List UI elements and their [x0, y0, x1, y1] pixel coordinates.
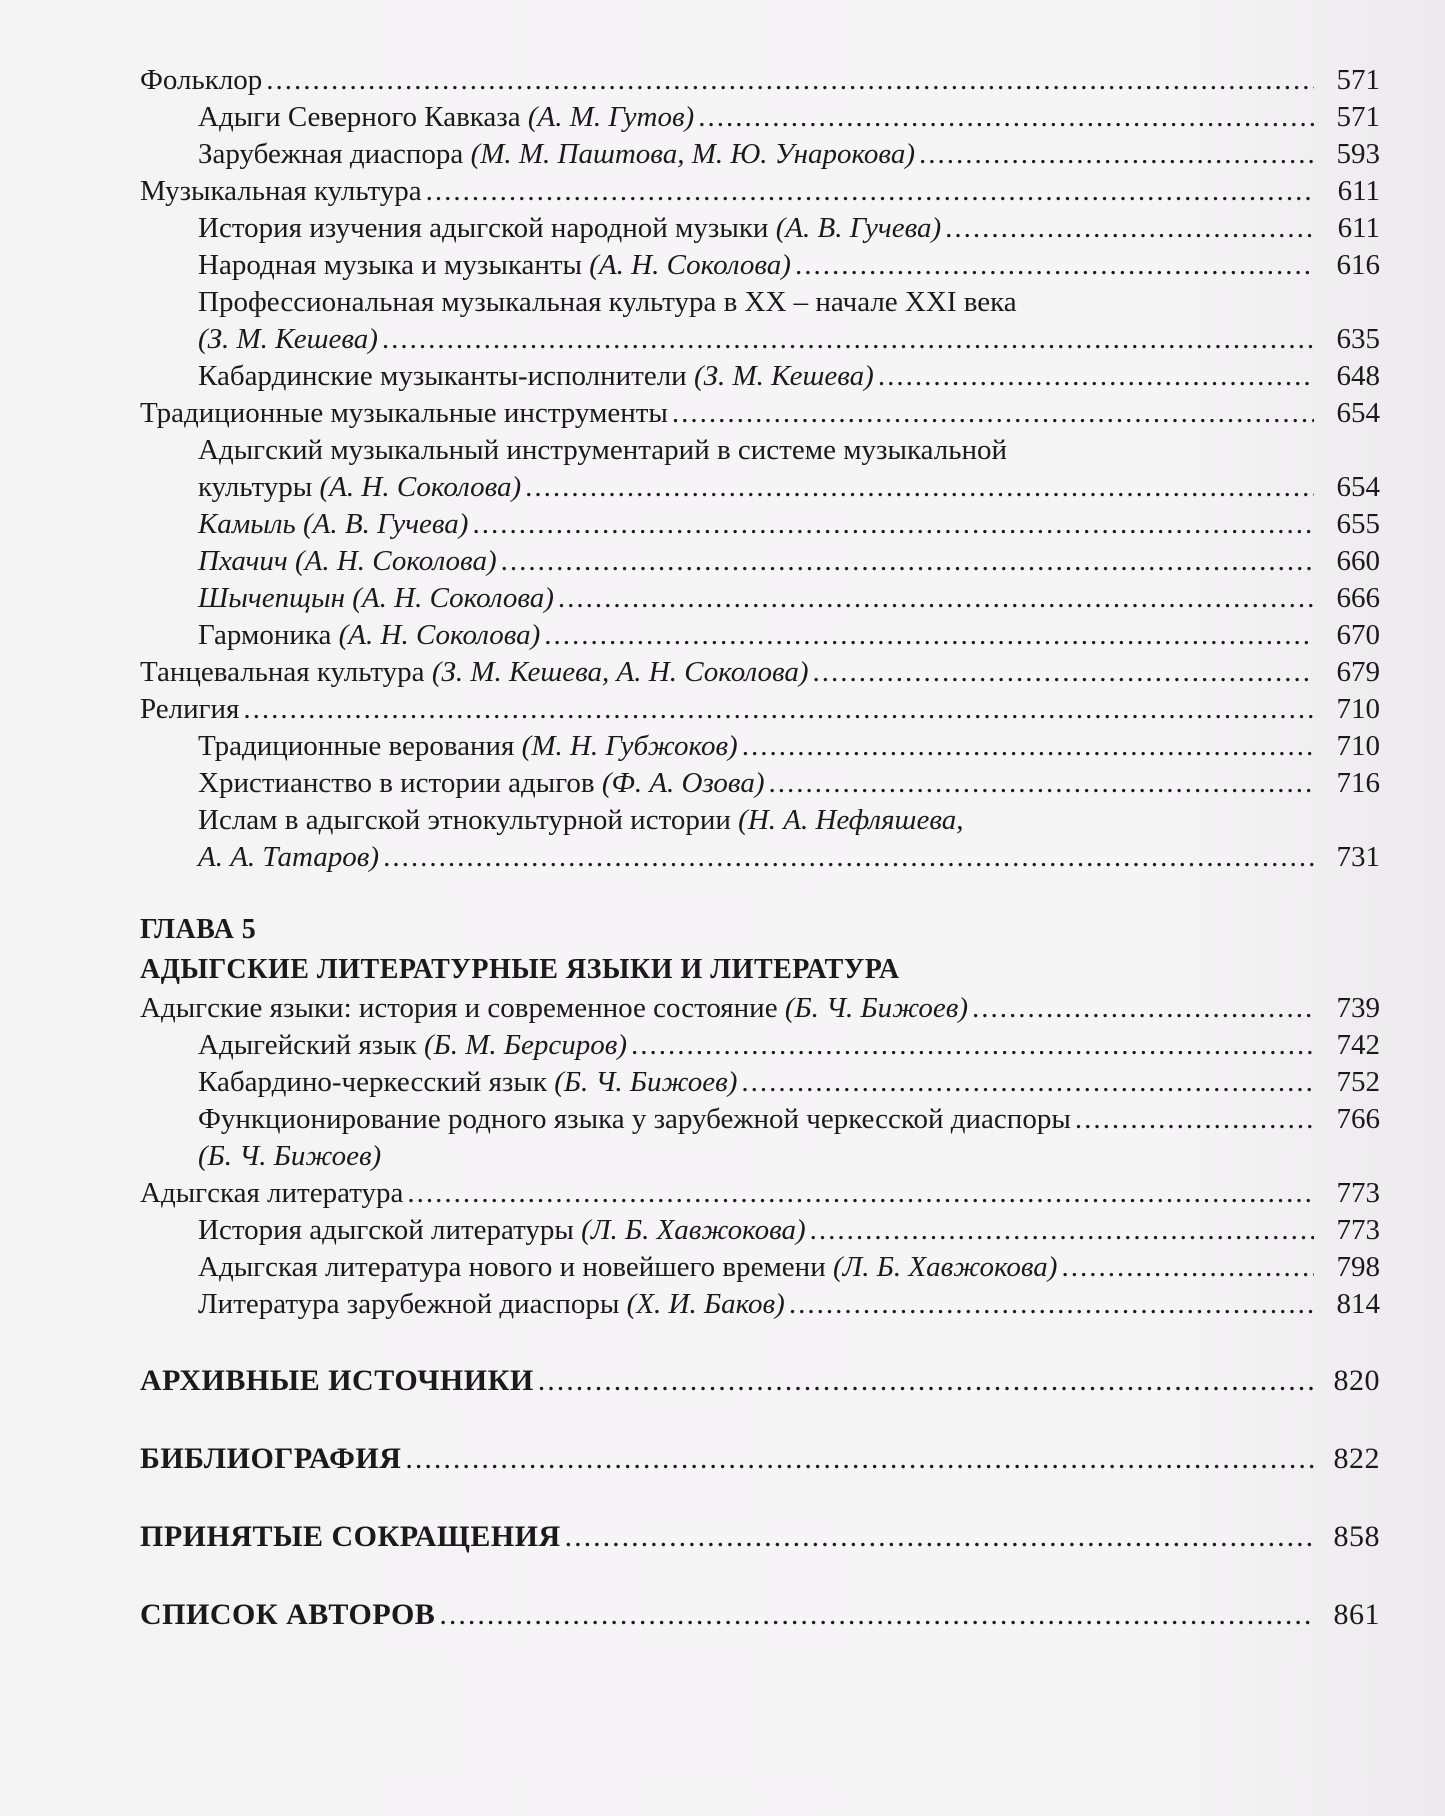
toc-entry [140, 1027, 1380, 1064]
toc-entry-label [198, 247, 791, 284]
toc-entry [140, 580, 1380, 617]
dot-leader [945, 210, 1314, 247]
toc-entry-label [198, 580, 554, 617]
toc-entry-author: (Б. Ч. Бижоев) [554, 1066, 738, 1098]
page-number: 611 [1337, 175, 1380, 207]
dot-leader [1061, 1249, 1314, 1286]
page-number: 773 [1336, 1214, 1380, 1246]
toc-entry-label [140, 173, 422, 210]
toc-entry-title: Музыкальная культура [140, 175, 422, 207]
toc-entry-label [198, 1027, 627, 1064]
dot-leader [768, 765, 1314, 802]
page-number: 742 [1336, 1029, 1380, 1061]
toc-entry [140, 654, 1380, 691]
page-number: 593 [1336, 138, 1380, 170]
toc-entry-title: История адыгской литературы [198, 1214, 582, 1246]
toc-entry [140, 173, 1380, 210]
dot-leader [741, 1064, 1314, 1101]
toc-part-1 [140, 62, 1380, 876]
toc-entry-author: Пхачич (А. Н. Соколова) [198, 545, 497, 577]
dot-leader [631, 1027, 1314, 1064]
toc-entry-title: Христианство в истории адыгов [198, 767, 602, 799]
dot-leader [565, 1517, 1314, 1557]
page-number: 814 [1336, 1288, 1380, 1320]
toc-entry [140, 210, 1380, 247]
toc-entry-label [198, 432, 1007, 469]
toc-entry-author: (А. В. Гучева) [775, 212, 942, 244]
toc-entry-title: Зарубежная диаспора [198, 138, 471, 170]
toc-entry-title: Традиционные верования [198, 730, 522, 762]
toc-entry-title: Адыгские языки: история и современное состояние [140, 992, 785, 1024]
toc-entry-label [198, 1286, 785, 1323]
toc-entry-title: Традиционные музыкальные инструменты [140, 397, 668, 429]
toc-entry-label [198, 765, 764, 802]
toc-entry-label [198, 1101, 1071, 1138]
page-number: 635 [1336, 323, 1380, 355]
toc-entry [140, 728, 1380, 765]
toc-entry-author: (А. Н. Соколова) [319, 471, 522, 503]
toc-entry [140, 543, 1380, 580]
toc-entry [140, 284, 1380, 321]
toc-entry-author: (М. М. Паштова, М. Ю. Унарокова) [470, 138, 915, 170]
toc-entry-title: Фольклор [140, 64, 263, 96]
toc-entry-label [140, 395, 668, 432]
section-gap [140, 1323, 1380, 1361]
toc-entry [140, 1175, 1380, 1212]
dot-leader [544, 617, 1314, 654]
toc-entry-title: Танцевальная культура [140, 656, 432, 688]
page-number: 861 [1333, 1598, 1380, 1631]
toc-entry-label [140, 990, 968, 1027]
toc-entry-label [140, 1175, 403, 1212]
toc-entry-author: (А. Н. Соколова) [589, 249, 791, 281]
dot-leader [538, 1361, 1314, 1401]
toc-entry-author: (Ф. А. Озова) [601, 767, 765, 799]
page-number: 654 [1336, 471, 1380, 503]
toc-entry [140, 506, 1380, 543]
toc-entry-title: Народная музыка и музыканты [198, 249, 590, 281]
toc-entry-label [198, 1212, 806, 1249]
toc-entry-label [198, 802, 963, 839]
toc-entry-label [198, 469, 521, 506]
toc-entry-author: (Л. Б. Хавжокова) [832, 1251, 1058, 1283]
toc-section [140, 1517, 1380, 1557]
page-number: 766 [1336, 1103, 1380, 1135]
toc-entry-author: (Х. И. Баков) [626, 1288, 785, 1320]
toc-entry [140, 691, 1380, 728]
toc-entry-author: (З. М. Кешева) [693, 360, 874, 392]
page-number: 716 [1336, 767, 1380, 799]
toc-entry-title: Адыгская литература нового и новейшего времени [198, 1251, 833, 1283]
dot-leader [382, 321, 1314, 358]
toc-entry-title: Профессиональная музыкальная культура в XX – начале XXI века [198, 286, 1017, 318]
toc-entry [140, 1249, 1380, 1286]
toc-entry-title: Религия [140, 693, 240, 725]
toc-entry-author: (З. М. Кешева) [198, 323, 378, 355]
toc-entry-label [198, 839, 379, 876]
page-number: 710 [1336, 693, 1380, 725]
toc-entry [140, 765, 1380, 802]
toc-entry-author: (А. Н. Соколова) [338, 619, 541, 651]
toc-entry-title: Кабардинские музыканты-исполнители [198, 360, 694, 392]
toc-entry-author: (Л. Б. Хавжокова) [581, 1214, 806, 1246]
toc-entry-label [140, 654, 809, 691]
page-number: 679 [1336, 656, 1380, 688]
dot-leader [795, 247, 1314, 284]
table-of-contents [140, 62, 1380, 1635]
dot-leader [501, 543, 1314, 580]
dot-leader [266, 62, 1314, 99]
toc-entry-title: Адыгейский язык [198, 1029, 424, 1061]
toc-entry-author: Камыль (А. В. Гучева) [198, 508, 469, 540]
toc-entry-title: Адыги Северного Кавказа [198, 101, 528, 133]
dot-leader [558, 580, 1314, 617]
toc-entry-author: (Б. М. Берсиров) [423, 1029, 627, 1061]
dot-leader [405, 1439, 1314, 1479]
toc-entry-title: Функционирование родного языка у зарубежной черкесской диаспоры [198, 1103, 1071, 1135]
toc-entry-author: (Б. Ч. Бижоев) [784, 992, 969, 1024]
toc-entry-label [198, 1249, 1057, 1286]
page-number: 798 [1336, 1251, 1380, 1283]
dot-leader [525, 469, 1314, 506]
toc-entry-author: (А. М. Гутов) [527, 101, 695, 133]
toc-entry-title: Ислам в адыгской этнокультурной истории [198, 804, 739, 836]
dot-leader [439, 1595, 1314, 1635]
toc-entry-label [198, 99, 694, 136]
toc-back-matter [140, 1323, 1380, 1635]
page-number: 710 [1336, 730, 1380, 762]
page-number: 670 [1336, 619, 1380, 651]
toc-entry-author: (Б. Ч. Бижоев) [198, 1140, 382, 1172]
toc-section [140, 1439, 1380, 1479]
dot-leader [407, 1175, 1314, 1212]
toc-entry [140, 990, 1380, 1027]
chapter-title: АДЫГСКИЕ ЛИТЕРАТУРНЫЕ ЯЗЫКИ И ЛИТЕРАТУРА [140, 954, 900, 985]
dot-leader [789, 1286, 1314, 1323]
toc-part-2 [140, 990, 1380, 1323]
page-number: 820 [1333, 1364, 1380, 1397]
dot-leader [878, 358, 1314, 395]
dot-leader [919, 136, 1314, 173]
toc-entry-label [198, 210, 941, 247]
toc-entry [140, 321, 1380, 358]
toc-entry [140, 1286, 1380, 1323]
toc-entry-label [198, 358, 874, 395]
toc-entry-title: История изучения адыгской народной музыки [198, 212, 776, 244]
toc-entry [140, 136, 1380, 173]
toc-section [140, 1361, 1380, 1401]
page-number: 571 [1336, 101, 1380, 133]
page-number: 655 [1336, 508, 1380, 540]
toc-entry-label [140, 62, 262, 99]
toc-entry-title: Гармоника [198, 619, 339, 651]
dot-leader [426, 173, 1314, 210]
toc-entry-author: А. А. Татаров) [198, 841, 380, 873]
toc-entry [140, 617, 1380, 654]
toc-entry [140, 469, 1380, 506]
page-number: 660 [1336, 545, 1380, 577]
toc-entry-title: Адыгский музыкальный инструментарий в системе музыкальной [198, 434, 1007, 466]
dot-leader [813, 654, 1314, 691]
toc-entry [140, 1138, 1380, 1175]
toc-entry [140, 839, 1380, 876]
dot-leader [383, 839, 1314, 876]
dot-leader [698, 99, 1314, 136]
toc-entry [140, 395, 1380, 432]
toc-entry-author: (Н. А. Нефляшева, [738, 804, 964, 836]
page-number: 773 [1336, 1177, 1380, 1209]
toc-section-title: ПРИНЯТЫЕ СОКРАЩЕНИЯ [140, 1520, 561, 1553]
section-gap [140, 1479, 1380, 1517]
toc-section-title: СПИСОК АВТОРОВ [140, 1598, 436, 1631]
section-gap [140, 1557, 1380, 1595]
toc-entry-author: Шычепщын (А. Н. Соколова) [198, 582, 554, 614]
dot-leader [742, 728, 1314, 765]
chapter-gap [140, 876, 1380, 910]
toc-entry-label [140, 691, 239, 728]
chapter-number: ГЛАВА 5 [140, 914, 257, 945]
page-number: 654 [1336, 397, 1380, 429]
toc-entry [140, 1064, 1380, 1101]
page-number: 616 [1336, 249, 1380, 281]
toc-entry [140, 432, 1380, 469]
toc-entry-author: (М. Н. Губжоков) [521, 730, 738, 762]
page-number: 611 [1337, 212, 1380, 244]
dot-leader [810, 1212, 1314, 1249]
page-number: 571 [1336, 64, 1380, 96]
page-number: 739 [1336, 992, 1380, 1024]
page-number: 822 [1333, 1442, 1380, 1475]
dot-leader [672, 395, 1314, 432]
toc-entry-author: (З. М. Кешева, А. Н. Соколова) [431, 656, 809, 688]
toc-section-title: БИБЛИОГРАФИЯ [140, 1442, 402, 1475]
toc-section-title: АРХИВНЫЕ ИСТОЧНИКИ [140, 1364, 534, 1397]
toc-entry [140, 247, 1380, 284]
toc-entry-title: Литература зарубежной диаспоры [198, 1288, 627, 1320]
dot-leader [1075, 1101, 1314, 1138]
dot-leader [972, 990, 1314, 1027]
dot-leader [472, 506, 1314, 543]
toc-section [140, 1595, 1380, 1635]
page-number: 648 [1336, 360, 1380, 392]
section-gap [140, 1401, 1380, 1439]
toc-entry-label [198, 284, 1017, 321]
toc-entry [140, 99, 1380, 136]
dot-leader [243, 691, 1314, 728]
toc-entry-label [198, 1064, 737, 1101]
toc-entry-label [198, 543, 497, 580]
toc-entry-label [198, 617, 540, 654]
toc-entry-label [198, 506, 468, 543]
toc-entry [140, 1212, 1380, 1249]
toc-entry-label [198, 728, 738, 765]
page-number: 858 [1333, 1520, 1380, 1553]
page-number: 752 [1336, 1066, 1380, 1098]
toc-entry-label [198, 136, 915, 173]
toc-entry-title: культуры [198, 471, 320, 503]
toc-entry [140, 358, 1380, 395]
toc-entry [140, 62, 1380, 99]
toc-entry [140, 802, 1380, 839]
toc-entry-title: Адыгская литература [140, 1177, 404, 1209]
toc-entry [140, 1101, 1380, 1138]
page-number: 666 [1336, 582, 1380, 614]
toc-entry-title: Кабардино-черкесский язык [198, 1066, 555, 1098]
toc-entry-label [198, 321, 378, 358]
page-number: 731 [1336, 841, 1380, 873]
toc-entry-label [198, 1138, 381, 1175]
